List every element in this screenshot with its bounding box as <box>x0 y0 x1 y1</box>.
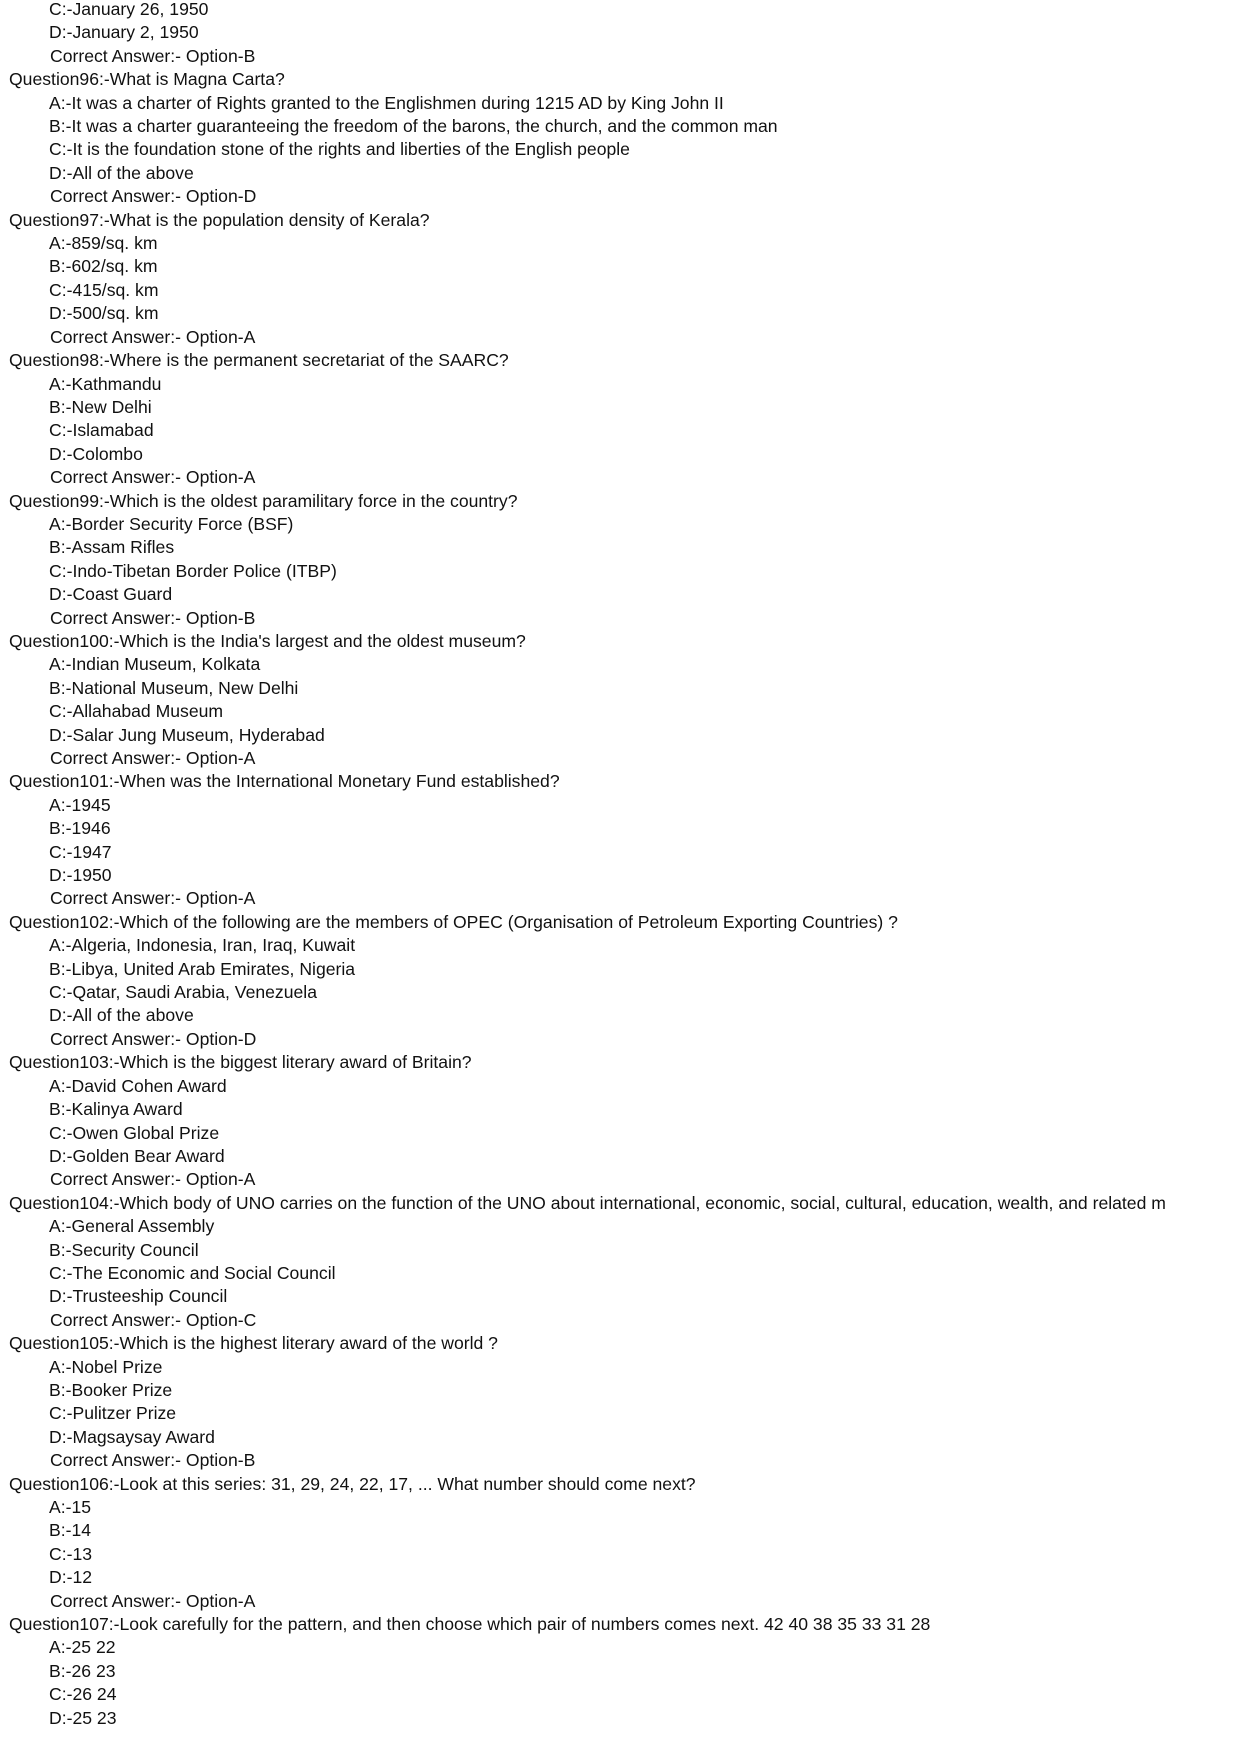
question-102: Question102:-Which of the following are the members of OPEC (Organisation of Petroleum Exporting Countries) ? <box>9 911 898 932</box>
option-c: C:-1947 <box>49 841 112 862</box>
question-98: Question98:-Where is the permanent secretariat of the SAARC? <box>9 350 509 371</box>
question-107: Question107:-Look carefully for the pattern, and then choose which pair of numbers comes next. 42 40 38 35 33 31 28 <box>9 1614 931 1635</box>
question-106: Question106:-Look at this series: 31, 29, 24, 22, 17, ... What number should come next? <box>9 1473 696 1494</box>
question-99: Question99:-Which is the oldest paramilitary force in the country? <box>9 490 518 511</box>
option-b: B:-National Museum, New Delhi <box>49 677 299 698</box>
option-c: C:-26 24 <box>49 1684 117 1705</box>
question-96: Question96:-What is Magna Carta? <box>9 69 285 90</box>
option-b: B:-Security Council <box>49 1239 199 1260</box>
option-a: A:-859/sq. km <box>49 233 158 254</box>
option-b: B:-Libya, United Arab Emirates, Nigeria <box>49 958 356 979</box>
option-b: B:-Kalinya Award <box>49 1099 183 1120</box>
question-104: Question104:-Which body of UNO carries on the function of the UNO about international, economic, social, cultural, education, wealth, and related m <box>9 1192 1166 1213</box>
correct-answer: Correct Answer:- Option-A <box>50 888 256 909</box>
correct-answer: Correct Answer:- Option-B <box>50 1450 256 1471</box>
question-103: Question103:-Which is the biggest literary award of Britain? <box>9 1052 472 1073</box>
option-d: D:-Colombo <box>49 443 143 464</box>
question-100: Question100:-Which is the India's largest and the oldest museum? <box>9 630 526 651</box>
option-c: C:-13 <box>49 1543 93 1564</box>
option-b: B:-1946 <box>49 818 111 839</box>
option-a: A:-1945 <box>49 794 111 815</box>
option-d: D:-Coast Guard <box>49 584 173 605</box>
correct-answer: Correct Answer:- Option-A <box>50 326 256 347</box>
option-c: C:-Pulitzer Prize <box>49 1403 177 1424</box>
option-b: B:-14 <box>49 1520 92 1541</box>
option-b: B:-Booker Prize <box>49 1379 173 1400</box>
option-c: C:-Owen Global Prize <box>49 1122 220 1143</box>
option-a: A:-Border Security Force (BSF) <box>49 513 294 534</box>
option-d: D:-500/sq. km <box>49 303 159 324</box>
option-d: D:-All of the above <box>49 162 194 183</box>
option-c: C:-January 26, 1950 <box>49 0 209 19</box>
option-d: D:-January 2, 1950 <box>49 22 199 43</box>
option-c: C:-415/sq. km <box>49 279 159 300</box>
correct-answer: Correct Answer:- Option-D <box>50 1028 257 1049</box>
option-b: B:-New Delhi <box>49 396 152 417</box>
option-a: A:-15 <box>49 1497 92 1517</box>
option-b: B:-Assam Rifles <box>49 537 175 558</box>
option-a: A:-General Assembly <box>49 1216 215 1237</box>
option-c: C:-Allahabad Museum <box>49 701 224 722</box>
correct-answer: Correct Answer:- Option-D <box>50 186 257 207</box>
correct-answer: Correct Answer:- Option-C <box>50 1309 257 1330</box>
question-105: Question105:-Which is the highest literary award of the world ? <box>9 1333 498 1354</box>
option-c: C:-Indo-Tibetan Border Police (ITBP) <box>49 560 337 581</box>
option-d: D:-Salar Jung Museum, Hyderabad <box>49 724 325 745</box>
question-101: Question101:-When was the International Monetary Fund established? <box>9 771 560 792</box>
correct-answer: Correct Answer:- Option-A <box>50 748 256 768</box>
correct-answer: Correct Answer:- Option-B <box>50 45 256 66</box>
correct-answer: Correct Answer:- Option-B <box>50 607 256 628</box>
option-d: D:-12 <box>49 1567 93 1588</box>
option-b: B:-26 23 <box>49 1660 116 1681</box>
question-97: Question97:-What is the population density of Kerala? <box>9 209 430 230</box>
option-c: C:-The Economic and Social Council <box>49 1262 336 1283</box>
option-d: D:-1950 <box>49 865 112 886</box>
option-a: A:-Algeria, Indonesia, Iran, Iraq, Kuwait <box>49 935 356 956</box>
option-c: C:-Islamabad <box>49 420 154 441</box>
option-a: A:-Nobel Prize <box>49 1356 163 1377</box>
option-d: D:-All of the above <box>49 1005 194 1026</box>
option-d: D:-Golden Bear Award <box>49 1145 225 1166</box>
option-a: A:-25 22 <box>49 1637 116 1658</box>
option-c: C:-It is the foundation stone of the rights and liberties of the English people <box>49 139 630 160</box>
option-d: D:-Trusteeship Council <box>49 1286 228 1307</box>
option-a: A:-Kathmandu <box>49 373 162 394</box>
option-a: A:-Indian Museum, Kolkata <box>49 654 261 675</box>
correct-answer: Correct Answer:- Option-A <box>50 467 256 488</box>
option-b: B:-It was a charter guaranteeing the freedom of the barons, the church, and the common man <box>49 116 778 137</box>
option-d: D:-25 23 <box>49 1707 117 1728</box>
option-c: C:-Qatar, Saudi Arabia, Venezuela <box>49 982 317 1003</box>
option-d: D:-Magsaysay Award <box>49 1426 215 1447</box>
correct-answer: Correct Answer:- Option-A <box>50 1590 256 1611</box>
option-b: B:-602/sq. km <box>49 256 158 277</box>
option-a: A:-It was a charter of Rights granted to the Englishmen during 1215 AD by King John II <box>49 92 724 113</box>
option-a: A:-David Cohen Award <box>49 1075 227 1096</box>
correct-answer: Correct Answer:- Option-A <box>50 1169 256 1190</box>
